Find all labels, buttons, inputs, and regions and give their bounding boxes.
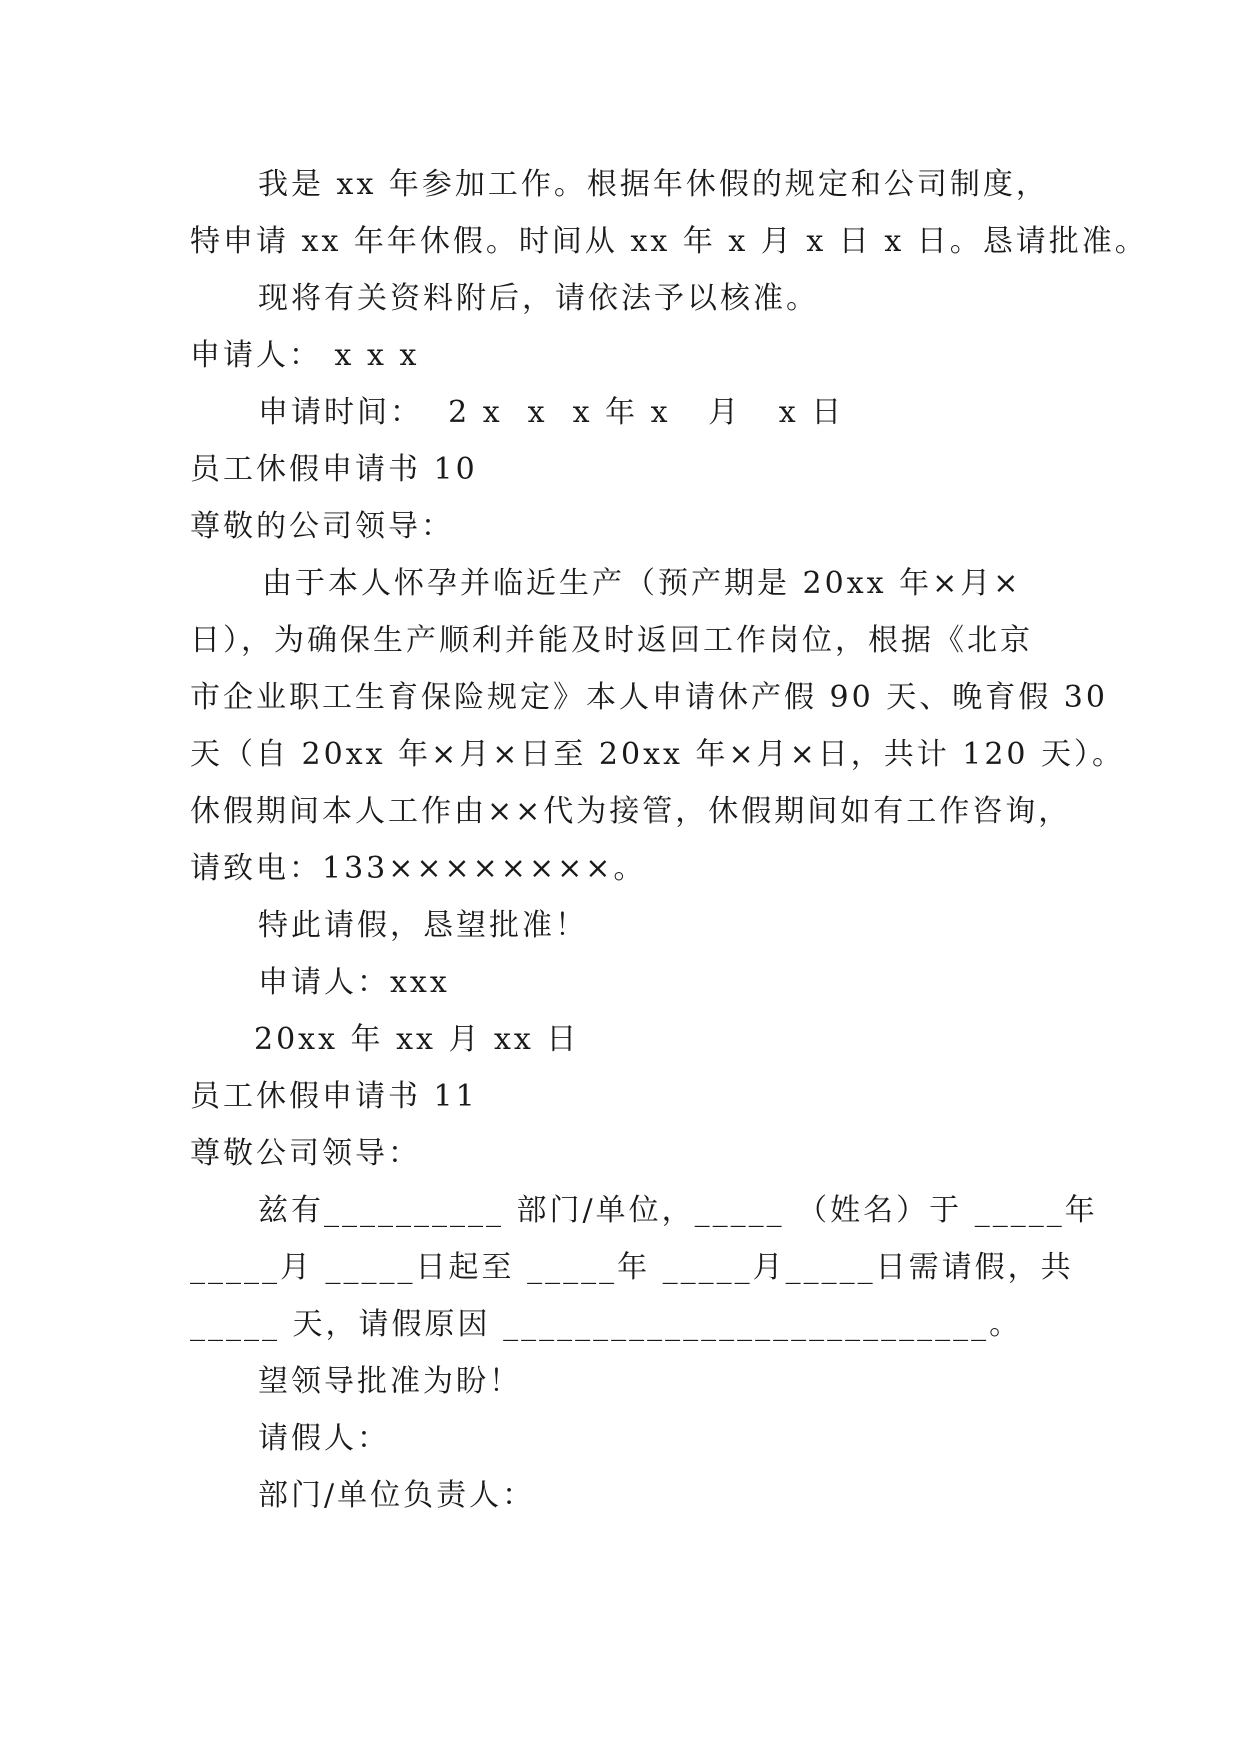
application-date-line: 申请时间： 2 x x x 年 x 月 x 日 — [258, 395, 845, 430]
requester-line: 请假人： — [258, 1421, 390, 1456]
department-head-line: 部门/单位负责人： — [258, 1478, 536, 1513]
form-line-2: _____月 _____日起至 _____年 _____月_____日需请假，共 — [190, 1250, 1074, 1285]
date-line: 20xx 年 xx 月 xx 日 — [254, 1022, 580, 1057]
form-line-3: _____ 天，请假原因 ___________________________。 — [190, 1307, 1023, 1342]
section-title-10: 员工休假申请书 10 — [190, 452, 478, 487]
section-title-11: 员工休假申请书 11 — [190, 1079, 478, 1114]
body-line-1: 由于本人怀孕并临近生产（预产期是 20xx 年×月× — [262, 566, 1022, 601]
closing-line: 特此请假，恳望批准！ — [258, 908, 588, 943]
form-line-1: 兹有__________ 部门/单位，_____ （姓名）于 _____年 — [258, 1193, 1098, 1228]
paragraph-line-3: 现将有关资料附后，请依法予以核准。 — [258, 281, 819, 316]
body-line-2: 日），为确保生产顺利并能及时返回工作岗位，根据《北京 — [190, 623, 1033, 658]
salutation-line: 尊敬的公司领导： — [190, 509, 454, 544]
request-line: 望领导批准为盼！ — [258, 1364, 522, 1399]
paragraph-line-1: 我是 xx 年参加工作。根据年休假的规定和公司制度， — [258, 167, 1049, 202]
body-line-6: 请致电：133××××××××。 — [190, 851, 647, 886]
salutation-line-2: 尊敬公司领导： — [190, 1136, 421, 1171]
applicant-line-2: 申请人：xxx — [258, 965, 450, 1000]
body-line-3: 市企业职工生育保险规定》本人申请休产假 90 天、晚育假 30 — [190, 680, 1108, 715]
body-line-5: 休假期间本人工作由××代为接管，休假期间如有工作咨询， — [190, 794, 1072, 829]
paragraph-line-2: 特申请 xx 年年休假。时间从 xx 年 x 月 x 日 x 日。恳请批准。 — [190, 224, 1148, 259]
body-line-4: 天（自 20xx 年×月×日至 20xx 年×月×日，共计 120 天）。 — [190, 737, 1126, 772]
applicant-line: 申请人： x x x — [190, 338, 420, 373]
